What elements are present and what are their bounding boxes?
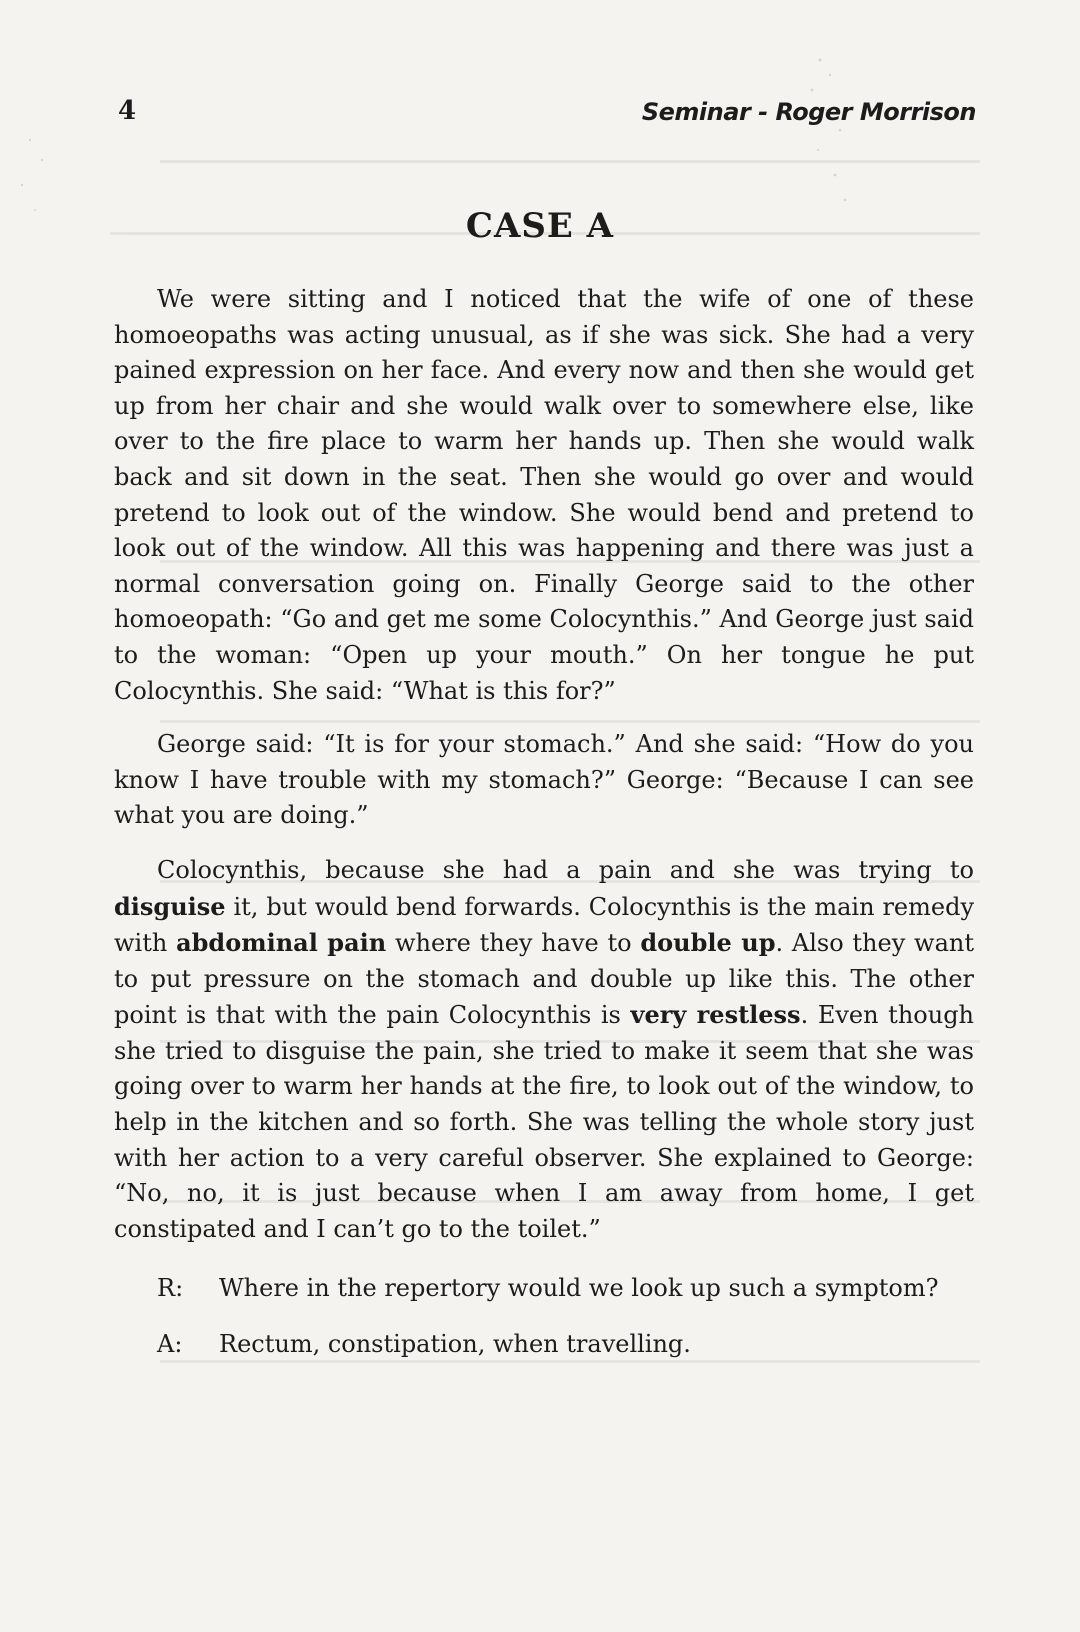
dialog-text: Rectum, constipation, when travelling.	[219, 1330, 691, 1359]
paragraph-3-text: it, but would bend forwards. Colocynthis is the main remedy with	[114, 892, 974, 958]
emphasis-disguise: disguise	[114, 891, 226, 921]
emphasis-double-up: double up	[640, 928, 776, 958]
paragraph-3-text: . Even though she tried to disguise the pain, she tried to make it seem that she was going over to warm her hands at the fire, to look out of the window, to help in the kitchen and so forth. She was telling the whole story just with her action to a very careful observer. She explained to George: “No, no, it is just because when I am away from home, I get constipated and I can’t go to the toilet.”	[114, 1001, 975, 1243]
running-header: Seminar - Roger Morrison	[641, 98, 976, 126]
speaker-label: R:	[157, 1274, 184, 1303]
dialog-answer	[114, 1327, 974, 1363]
speaker-label: A:	[157, 1330, 183, 1359]
body-text	[114, 282, 974, 1363]
emphasis-very-restless: very restless	[630, 1000, 801, 1030]
paragraph-3	[114, 853, 974, 1248]
paragraph-3-text: . Also they want to put pressure on the stomach and double up like this. The other point is that with the pain Colocynthis is	[114, 929, 974, 1030]
paragraph-3-text: where they have to	[386, 929, 641, 958]
paragraph-2: George said: “It is for your stomach.” And she said: “How do you know I have trouble with my stomach?” George: “Because I can see what you are doing.”	[114, 730, 974, 830]
page-number: 4	[118, 96, 137, 126]
dialog-text: Where in the repertory would we look up such a symptom?	[219, 1274, 939, 1303]
emphasis-abdominal-pain: abdominal pain	[176, 928, 387, 958]
paragraph-1: We were sitting and I noticed that the wife of one of these homoeopaths was acting unusual, as if she was sick. She had a very pained expression on her face. And every now and then she would get up from her chair and she would walk over to somewhere else, like over to the fire place to warm her hands up. Then she would walk back and sit down in the seat. Then she would go over and would pretend to look out of the window. She would bend and pretend to look out of the window. All this was happening and there was just a normal conversation going on. Finally George said to the other homoeopath: “Go and get me some Colocynthis.” And George just said to the woman: “Open up your mouth.” On her tongue he put Colocynthis. She said: “What is this for?”	[114, 285, 974, 705]
case-title: CASE A	[465, 206, 615, 246]
dialog-question	[114, 1271, 974, 1307]
paragraph-3-text: Colocynthis, because she had a pain and she was trying to	[157, 855, 974, 884]
